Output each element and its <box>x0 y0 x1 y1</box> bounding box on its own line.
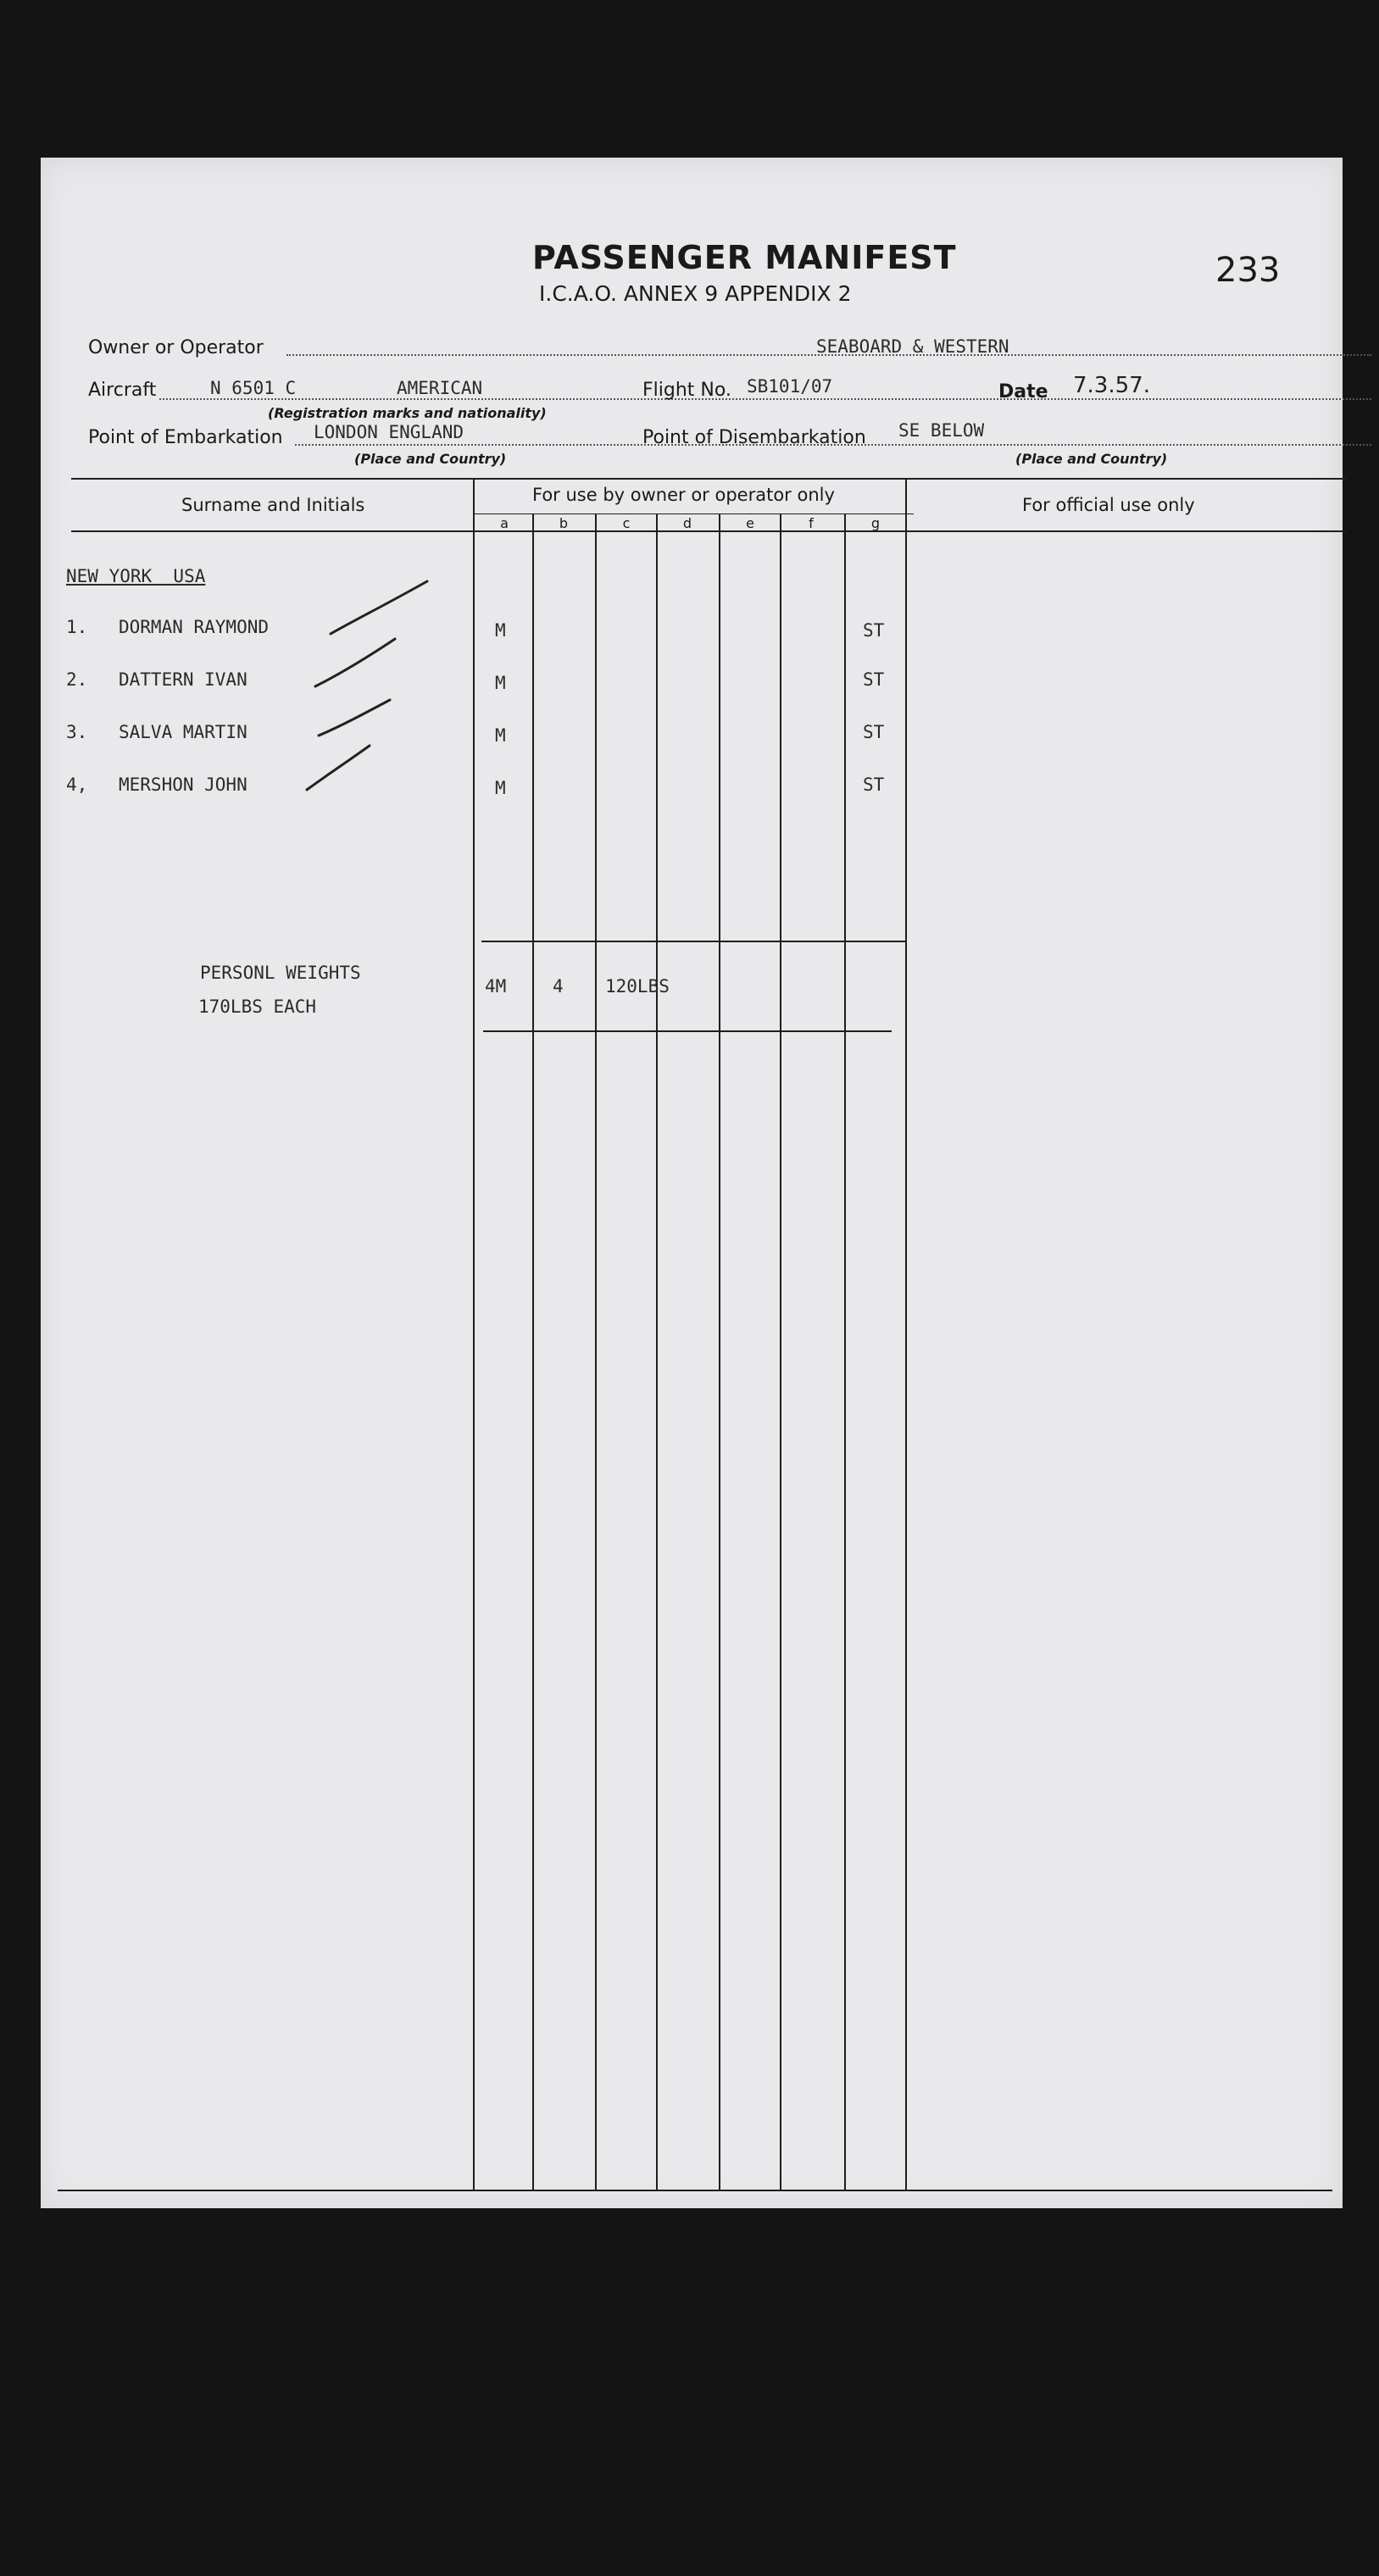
date-value: 7.3.57. <box>1073 373 1150 398</box>
passenger-col-a: M <box>495 725 506 746</box>
passenger-number: 4, <box>66 774 88 795</box>
official-use-header: For official use only <box>1022 495 1195 515</box>
column-b-header: b <box>559 515 569 531</box>
passenger-number: 1. <box>66 617 88 637</box>
aircraft-label: Aircraft <box>88 380 157 401</box>
passenger-col-g: ST <box>863 620 885 641</box>
passenger-col-g: ST <box>863 774 885 795</box>
summary-bottom-rule <box>483 1030 892 1032</box>
passenger-number: 2. <box>66 669 88 690</box>
form-subtitle: I.C.A.O. ANNEX 9 APPENDIX 2 <box>539 281 852 306</box>
summary-col-a: 4M <box>485 976 507 997</box>
checkmark-icon <box>305 742 373 793</box>
manifest-page <box>41 158 1343 2208</box>
column-divider-fg <box>844 514 846 2190</box>
column-c-header: c <box>622 515 631 531</box>
column-divider-bc <box>595 514 597 2190</box>
disembarkation-note: (Place and Country) <box>1015 451 1168 467</box>
summary-label-line2: 170LBS EACH <box>198 997 317 1017</box>
column-divider-official <box>905 478 907 2190</box>
aircraft-nationality: AMERICAN <box>397 378 483 398</box>
passenger-col-a: M <box>495 673 506 693</box>
owner-label: Owner or Operator <box>88 337 264 358</box>
disembarkation-label: Point of Disembarkation <box>642 427 866 448</box>
surname-header: Surname and Initials <box>181 495 365 515</box>
summary-col-c: 120LBS <box>605 976 670 997</box>
checkmark-icon <box>314 636 398 691</box>
column-a-header: a <box>500 515 509 531</box>
aircraft-note: (Registration marks and nationality) <box>268 405 547 421</box>
destination-heading: NEW YORK USA <box>66 566 206 586</box>
passenger-name: DORMAN RAYMOND <box>119 617 270 637</box>
embarkation-label: Point of Embarkation <box>88 427 283 448</box>
column-divider-ab <box>532 514 534 2190</box>
column-f-header: f <box>809 515 814 531</box>
passenger-col-a: M <box>495 778 506 798</box>
passenger-name: SALVA MARTIN <box>119 722 247 742</box>
passenger-name: MERSHON JOHN <box>119 774 247 795</box>
column-divider-ef <box>780 514 781 2190</box>
owner-value: SEABOARD & WESTERN <box>816 336 1009 357</box>
checkmark-icon <box>329 578 431 637</box>
passenger-col-a: M <box>495 620 506 641</box>
summary-label-line1: PERSONL WEIGHTS <box>200 963 361 983</box>
table-top-rule <box>71 478 1346 480</box>
checkmark-icon <box>317 697 393 739</box>
passenger-col-g: ST <box>863 722 885 742</box>
owner-use-header: For use by owner or operator only <box>532 485 835 505</box>
passenger-name: DATTERN IVAN <box>119 669 247 690</box>
summary-top-rule <box>481 941 905 942</box>
date-label: Date <box>998 381 1048 402</box>
aircraft-registration: N 6501 C <box>210 378 297 398</box>
column-divider-cd <box>656 514 658 2190</box>
disembarkation-value: SE BELOW <box>898 420 985 441</box>
column-divider-de <box>719 514 720 2190</box>
flight-label: Flight No. <box>642 380 731 401</box>
column-e-header: e <box>746 515 754 531</box>
embarkation-note: (Place and Country) <box>354 451 507 467</box>
page-number: 233 <box>1215 251 1281 290</box>
column-g-header: g <box>870 515 881 531</box>
summary-col-b: 4 <box>553 976 564 997</box>
column-d-header: d <box>682 515 692 531</box>
aircraft-dotted-line <box>159 398 1371 400</box>
passenger-col-g: ST <box>863 669 885 690</box>
table-bottom-rule <box>58 2190 1332 2191</box>
embarkation-value: LONDON ENGLAND <box>314 422 464 442</box>
column-divider-surname <box>473 478 475 2190</box>
passenger-number: 3. <box>66 722 88 742</box>
flight-value: SB101/07 <box>747 376 833 397</box>
form-title: PASSENGER MANIFEST <box>532 239 957 276</box>
